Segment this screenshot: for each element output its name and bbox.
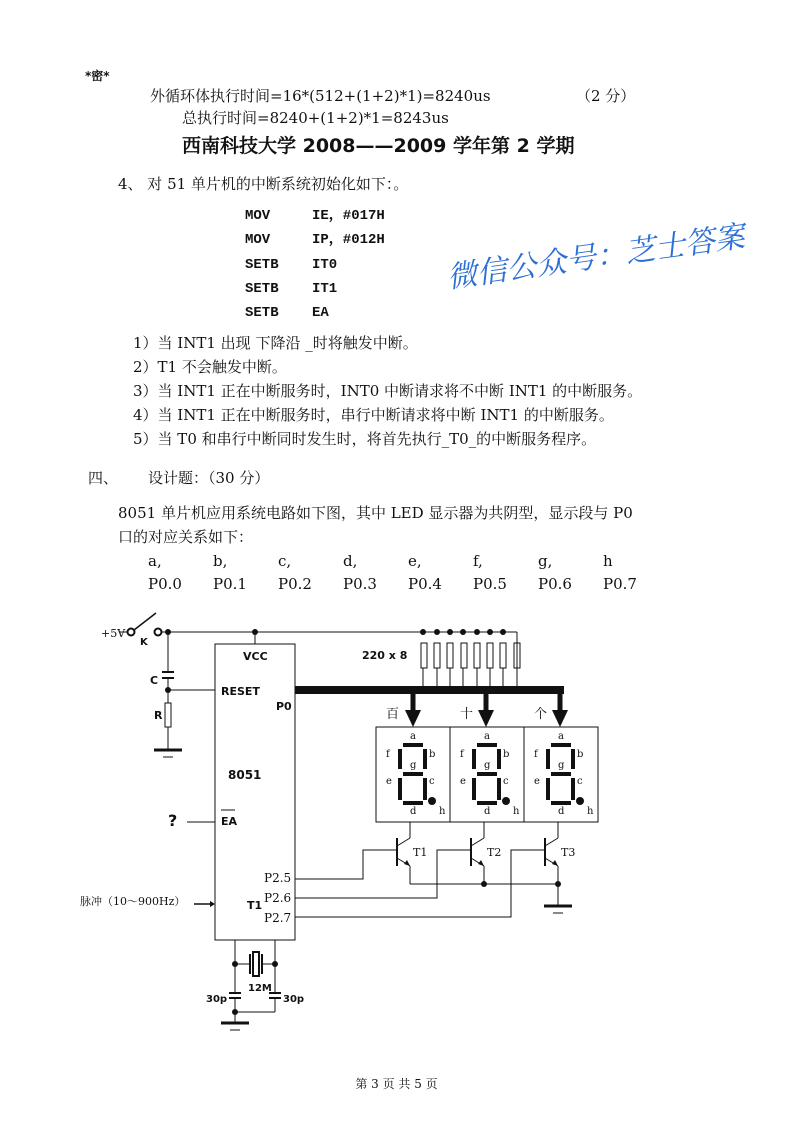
pin-label: P0.6 [538,575,572,593]
chip-label: 8051 [228,768,262,782]
transistor-label: T2 [487,846,502,859]
pin-label: P0.2 [278,575,312,593]
segment-letter: g [558,760,565,771]
segment-label: d, [343,552,358,570]
segment-g [477,772,497,776]
segment-letter: g [484,760,491,771]
segment-letter: b [503,749,510,760]
segment-letter: c [577,776,583,787]
segment-b [571,749,575,769]
segment-letter: g [410,760,417,771]
segment-d [477,801,497,805]
vplus-label: +5V [101,627,126,640]
ea-label: EA [221,815,238,828]
vcc-label: VCC [243,650,268,663]
segment-f [398,749,402,769]
section-number: 四、 [88,469,119,487]
code-arg: IT0 [312,257,338,273]
section-paragraph: 8051 单片机应用系统电路如下图，其中 LED 显示器为共阴型，显示段与 P0 [118,504,633,522]
segment-letter: e [386,776,392,787]
answer-score: （2 分） [576,87,636,105]
watermark: 微信公众号：芝士答案 [444,219,747,296]
digit-label-ones: 个 [534,707,548,722]
segment-letter: h [513,806,520,817]
pin-label: P0.3 [343,575,377,593]
digit-label-hundreds: 百 [386,707,400,722]
cap-label: C [150,674,159,687]
section-heading: 设计题：（30 分） [148,469,270,487]
segment-g [551,772,571,776]
code-op: SETB [245,281,279,297]
page-title: 西南科技大学 2008——2009 学年第 2 学期 [182,135,575,157]
segment-letter: c [503,776,509,787]
segment-letter: f [460,749,464,760]
transistor-collector [471,838,484,846]
p25-label: P2.5 [264,871,292,885]
segment-h [428,797,436,805]
segment-letter: f [386,749,390,760]
segment-label: c, [278,552,292,570]
q4-item: 5）当 T0 和串行中断同时发生时，将首先执行_T0_的中断服务程序。 [133,430,597,448]
segment-letter: h [587,806,594,817]
segment-label: g, [538,552,553,570]
segment-c [423,778,427,800]
pin-label: P0.7 [603,575,637,593]
transistor-emitter [397,858,410,866]
section-paragraph: 口的对应关系如下： [118,528,254,546]
code-op: MOV [245,208,271,224]
segment-letter: b [577,749,584,760]
p26-label: P2.6 [264,891,292,905]
switch-label: K [140,637,148,648]
code-arg: IP，#012H [312,232,385,248]
reset-label: RESET [221,685,260,698]
secret-mark: *密* [85,69,110,83]
crystal-label: 12M [248,983,272,994]
segment-label: e, [408,552,422,570]
pin-label: P0.1 [213,575,247,593]
transistor-emitter [545,858,558,866]
segment-letter: h [439,806,446,817]
segment-h [502,797,510,805]
segment-letter: a [558,731,564,742]
q4-item: 1）当 INT1 出现 下降沿 _时将触发中断。 [133,334,418,352]
segment-label: h [603,552,613,570]
segment-f [546,749,550,769]
segment-d [551,801,571,805]
pulse-label: 脉冲（10～900Hz） [80,895,186,908]
pin-label: P0.0 [148,575,182,593]
segment-g [403,772,423,776]
segment-c [571,778,575,800]
segment-a [403,743,423,747]
transistor-collector [397,838,410,846]
digit-label-tens: 十 [460,707,474,722]
segment-b [497,749,501,769]
transistor-collector [545,838,558,846]
segment-e [398,778,402,800]
pin-label: P0.5 [473,575,507,593]
cap2-label: 30p [283,994,305,1005]
segment-a [477,743,497,747]
answer-line-1: 外循环体执行时间=16*(512+(1+2)*1)=8240us [150,87,491,105]
t1-pin-label: T1 [247,899,263,912]
transistor-label: T1 [413,846,428,859]
q4-item: 3）当 INT1 正在中断服务时，INT0 中断请求将不中断 INT1 的中断服务。 [133,382,643,400]
segment-letter: d [484,806,491,817]
segment-letter: a [484,731,490,742]
code-arg: EA [312,305,329,321]
segment-letter: b [429,749,436,760]
segment-f [472,749,476,769]
segment-letter: f [534,749,538,760]
pin-label: P0.4 [408,575,442,593]
page-footer: 第 3 页 共 5 页 [355,1077,438,1091]
segment-h [576,797,584,805]
resistor-network [421,632,520,690]
segment-letter: a [410,731,416,742]
code-op: SETB [245,257,279,273]
q4-item: 2）T1 不会触发中断。 [133,358,287,376]
transistor-emitter [471,858,484,866]
resistor-network-label: 220 x 8 [362,649,408,662]
segment-letter: d [410,806,417,817]
segment-e [472,778,476,800]
segment-e [546,778,550,800]
segment-label: b, [213,552,228,570]
code-op: MOV [245,232,271,248]
res-label: R [154,709,163,722]
ea-question-mark: ? [168,811,178,830]
transistor-label: T3 [561,846,576,859]
cap1-label: 30p [206,994,228,1005]
segment-label: a, [148,552,162,570]
segment-letter: e [534,776,540,787]
code-op: SETB [245,305,279,321]
code-arg: IT1 [312,281,338,297]
p0-label: P0 [276,700,292,713]
segment-a [551,743,571,747]
p27-label: P2.7 [264,911,292,925]
segment-c [497,778,501,800]
q4-prompt: 4、 对 51 单片机的中断系统初始化如下：。 [118,175,409,193]
segment-b [423,749,427,769]
segment-letter: d [558,806,565,817]
segment-d [403,801,423,805]
code-arg: IE，#017H [312,208,385,224]
answer-line-2: 总执行时间=8240+(1+2)*1=8243us [182,109,449,127]
segment-letter: e [460,776,466,787]
segment-label: f, [473,552,483,570]
q4-item: 4）当 INT1 正在中断服务时，串行中断请求将中断 INT1 的中断服务。 [133,406,614,424]
segment-letter: c [429,776,435,787]
